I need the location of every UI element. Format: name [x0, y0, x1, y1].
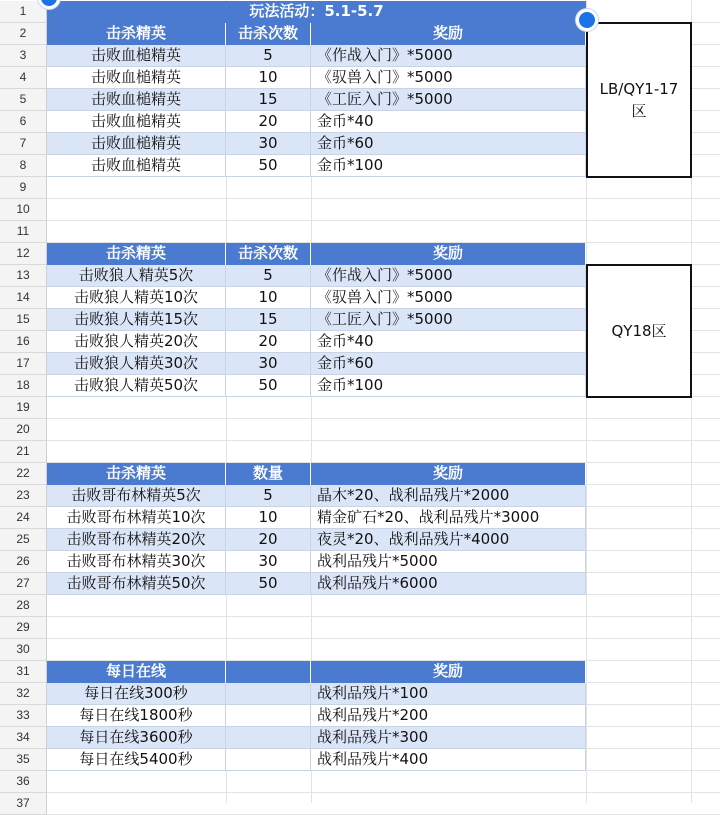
table-header-cell[interactable]: 击杀精英 — [47, 463, 226, 485]
region-note-box[interactable]: LB/QY1-17区 — [586, 22, 692, 178]
reward-cell[interactable]: 金币*60 — [311, 133, 586, 155]
row-header[interactable]: 19 — [0, 397, 47, 419]
row-header[interactable]: 15 — [0, 309, 47, 331]
reward-cell[interactable]: 战利品残片*300 — [311, 727, 586, 749]
count-cell[interactable]: 10 — [226, 507, 311, 529]
count-cell[interactable]: 50 — [226, 375, 311, 397]
count-cell[interactable] — [226, 749, 311, 771]
row-header[interactable]: 35 — [0, 749, 47, 771]
row-header[interactable]: 36 — [0, 771, 47, 793]
row-header[interactable]: 9 — [0, 177, 47, 199]
task-cell[interactable]: 击败血槌精英 — [47, 67, 226, 89]
row-header[interactable]: 30 — [0, 639, 47, 661]
reward-cell[interactable]: 金币*100 — [311, 155, 586, 177]
count-cell[interactable]: 5 — [226, 45, 311, 67]
count-cell[interactable]: 20 — [226, 529, 311, 551]
row-header[interactable]: 12 — [0, 243, 47, 265]
task-cell[interactable]: 击败哥布林精英30次 — [47, 551, 226, 573]
grid-line — [47, 418, 720, 419]
row-header[interactable]: 13 — [0, 265, 47, 287]
table-header-cell[interactable]: 击杀次数 — [226, 23, 311, 45]
row-header[interactable]: 32 — [0, 683, 47, 705]
reward-cell[interactable]: 战利品残片*5000 — [311, 551, 586, 573]
table-header-cell[interactable]: 奖励 — [311, 243, 586, 265]
row-header[interactable]: 5 — [0, 89, 47, 111]
table-header-cell[interactable]: 击杀精英 — [47, 243, 226, 265]
row-header[interactable]: 8 — [0, 155, 47, 177]
reward-cell[interactable]: 金币*60 — [311, 353, 586, 375]
count-cell[interactable]: 50 — [226, 573, 311, 595]
selection-handle-right[interactable] — [576, 9, 598, 31]
task-cell[interactable]: 击败血槌精英 — [47, 45, 226, 67]
grid-line — [47, 638, 720, 639]
row-header[interactable]: 29 — [0, 617, 47, 639]
table-header-cell[interactable]: 数量 — [226, 463, 311, 485]
task-cell[interactable]: 击败血槌精英 — [47, 111, 226, 133]
grid-line — [47, 616, 720, 617]
reward-cell[interactable]: 战利品残片*200 — [311, 705, 586, 727]
count-cell[interactable]: 20 — [226, 331, 311, 353]
row-header[interactable]: 27 — [0, 573, 47, 595]
row-header[interactable]: 16 — [0, 331, 47, 353]
task-cell[interactable]: 每日在线1800秒 — [47, 705, 226, 727]
task-cell[interactable]: 击败血槌精英 — [47, 155, 226, 177]
task-cell[interactable]: 击败哥布林精英5次 — [47, 485, 226, 507]
row-header[interactable]: 17 — [0, 353, 47, 375]
task-cell[interactable]: 击败哥布林精英50次 — [47, 573, 226, 595]
reward-cell[interactable]: 《驭兽入门》*5000 — [311, 287, 586, 309]
task-cell[interactable]: 击败血槌精英 — [47, 133, 226, 155]
reward-cell[interactable]: 战利品残片*6000 — [311, 573, 586, 595]
region-note-box[interactable]: QY18区 — [586, 264, 692, 398]
task-cell[interactable]: 击败血槌精英 — [47, 89, 226, 111]
table-header-cell[interactable] — [226, 661, 311, 683]
count-cell[interactable]: 30 — [226, 353, 311, 375]
task-cell[interactable]: 每日在线3600秒 — [47, 727, 226, 749]
task-cell[interactable]: 每日在线300秒 — [47, 683, 226, 705]
row-header[interactable]: 23 — [0, 485, 47, 507]
table-header-cell[interactable]: 奖励 — [311, 661, 586, 683]
reward-cell[interactable]: 战利品残片*100 — [311, 683, 586, 705]
table-header-cell[interactable]: 奖励 — [311, 23, 586, 45]
reward-cell[interactable]: 战利品残片*400 — [311, 749, 586, 771]
count-cell[interactable]: 10 — [226, 287, 311, 309]
row-header[interactable]: 1 — [0, 1, 47, 23]
reward-cell[interactable]: 金币*40 — [311, 331, 586, 353]
row-header[interactable]: 21 — [0, 441, 47, 463]
reward-cell[interactable]: 夜灵*20、战利品残片*4000 — [311, 529, 586, 551]
grid-line — [47, 198, 720, 199]
row-header[interactable]: 28 — [0, 595, 47, 617]
task-cell[interactable]: 击败哥布林精英10次 — [47, 507, 226, 529]
task-cell[interactable]: 击败狼人精英15次 — [47, 309, 226, 331]
reward-cell[interactable]: 晶木*20、战利品残片*2000 — [311, 485, 586, 507]
count-cell[interactable] — [226, 705, 311, 727]
row-header[interactable]: 4 — [0, 67, 47, 89]
reward-cell[interactable]: 《工匠入门》*5000 — [311, 89, 586, 111]
table-header-cell[interactable]: 奖励 — [311, 463, 586, 485]
count-cell[interactable]: 5 — [226, 485, 311, 507]
task-cell[interactable]: 击败哥布林精英20次 — [47, 529, 226, 551]
task-cell[interactable]: 每日在线5400秒 — [47, 749, 226, 771]
row-header[interactable]: 22 — [0, 463, 47, 485]
grid-line — [47, 792, 720, 793]
row-header[interactable]: 2 — [0, 23, 47, 45]
count-cell[interactable] — [226, 683, 311, 705]
row-header[interactable]: 18 — [0, 375, 47, 397]
row-header[interactable]: 25 — [0, 529, 47, 551]
row-header[interactable]: 10 — [0, 199, 47, 221]
count-cell[interactable]: 30 — [226, 551, 311, 573]
task-cell[interactable]: 击败狼人精英5次 — [47, 265, 226, 287]
row-header[interactable]: 26 — [0, 551, 47, 573]
row-header[interactable]: 33 — [0, 705, 47, 727]
table-header-cell[interactable]: 击杀次数 — [226, 243, 311, 265]
task-cell[interactable]: 击败狼人精英50次 — [47, 375, 226, 397]
count-cell[interactable]: 30 — [226, 133, 311, 155]
row-header[interactable]: 14 — [0, 287, 47, 309]
task-cell[interactable]: 击败狼人精英20次 — [47, 331, 226, 353]
grid-line — [47, 220, 720, 221]
task-cell[interactable]: 击败狼人精英30次 — [47, 353, 226, 375]
table-header-cell[interactable]: 击杀精英 — [47, 23, 226, 45]
count-cell[interactable]: 50 — [226, 155, 311, 177]
row-header[interactable]: 24 — [0, 507, 47, 529]
count-cell[interactable]: 5 — [226, 265, 311, 287]
count-cell[interactable]: 15 — [226, 89, 311, 111]
count-cell[interactable]: 10 — [226, 67, 311, 89]
reward-cell[interactable]: 《作战入门》*5000 — [311, 45, 586, 67]
reward-cell[interactable]: 《驭兽入门》*5000 — [311, 67, 586, 89]
row-header[interactable]: 20 — [0, 419, 47, 441]
row-header[interactable]: 34 — [0, 727, 47, 749]
reward-cell[interactable]: 金币*40 — [311, 111, 586, 133]
row-header[interactable]: 31 — [0, 661, 47, 683]
grid-line — [47, 440, 720, 441]
row-header[interactable]: 7 — [0, 133, 47, 155]
task-cell[interactable]: 击败狼人精英10次 — [47, 287, 226, 309]
row-header[interactable]: 37 — [0, 793, 47, 815]
count-cell[interactable]: 20 — [226, 111, 311, 133]
row-header[interactable]: 3 — [0, 45, 47, 67]
activity-title[interactable]: 玩法活动：5.1-5.7 — [47, 1, 586, 23]
reward-cell[interactable]: 金币*100 — [311, 375, 586, 397]
row-header[interactable]: 6 — [0, 111, 47, 133]
count-cell[interactable]: 15 — [226, 309, 311, 331]
table-header-cell[interactable]: 每日在线 — [47, 661, 226, 683]
reward-cell[interactable]: 《作战入门》*5000 — [311, 265, 586, 287]
reward-cell[interactable]: 《工匠入门》*5000 — [311, 309, 586, 331]
reward-cell[interactable]: 精金矿石*20、战利品残片*3000 — [311, 507, 586, 529]
row-header[interactable]: 11 — [0, 221, 47, 243]
count-cell[interactable] — [226, 727, 311, 749]
